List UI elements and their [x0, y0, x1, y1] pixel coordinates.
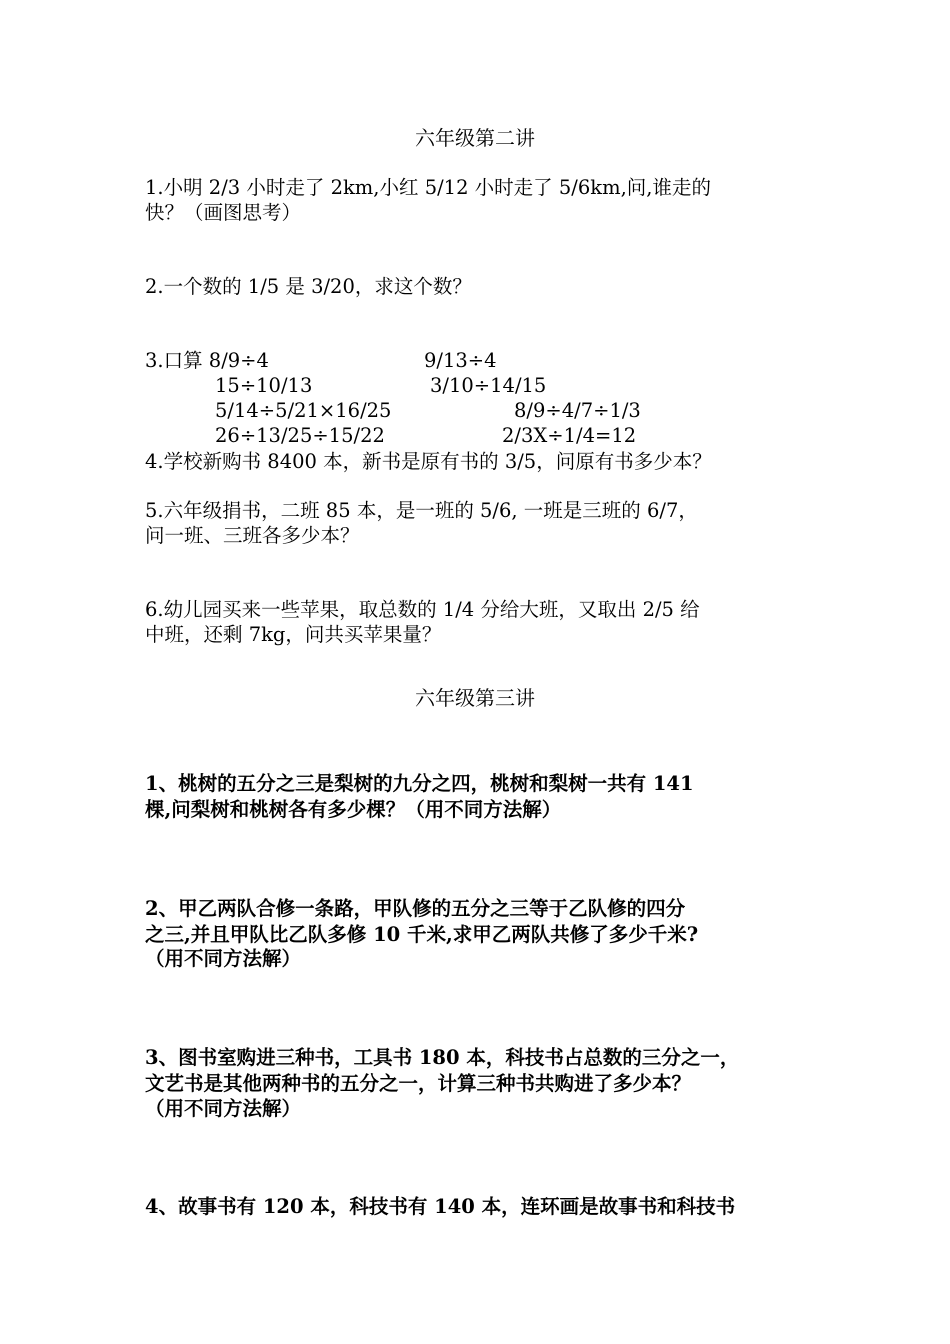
l3-q3-line1: 3、图书室购进三种书，工具书 180 本，科技书占总数的三分之一， [145, 1046, 740, 1069]
l3-q4-line1: 4、故事书有 120 本，科技书有 140 本，连环画是故事书和科技书 [145, 1195, 736, 1218]
l2-q3-item-1: 9/13÷4 [424, 349, 497, 372]
l2-q3-item-2: 15÷10/13 [215, 374, 313, 397]
l2-q3-item-6: 26÷13/25÷15/22 [215, 424, 385, 447]
l2-q6-line2: 中班，还剩 7kg，问共买苹果量？ [145, 623, 442, 646]
l2-q2-line1: 2.一个数的 1/5 是 3/20，求这个数？ [145, 275, 472, 298]
l2-q1-line2: 快？（画图思考） [145, 201, 302, 224]
l3-q3-line2: 文艺书是其他两种书的五分之一，计算三种书共购进了多少本？ [145, 1072, 692, 1095]
l3-q1-line1: 1、桃树的五分之三是梨树的九分之四，桃树和梨树一共有 141 [145, 772, 694, 795]
l2-q4-line1: 4.学校新购书 8400 本，新书是原有书的 3/5，问原有书多少本？ [145, 450, 712, 473]
l2-q3-item-7: 2/3X÷1/4=12 [502, 424, 637, 447]
l3-q1-line2: 棵,问梨树和桃树各有多少棵？（用不同方法解） [145, 798, 562, 821]
l3-q2-line1: 2、甲乙两队合修一条路，甲队修的五分之三等于乙队修的四分 [145, 897, 686, 920]
l2-q3-item-3: 3/10÷14/15 [430, 374, 547, 397]
l2-q3-item-4: 5/14÷5/21×16/25 [215, 399, 392, 422]
l2-q3-label: 3.口算 8/9÷4 [145, 349, 269, 372]
l3-q3-line3: （用不同方法解） [145, 1097, 302, 1120]
l2-q1-line1: 1.小明 2/3 小时走了 2km,小红 5/12 小时走了 5/6km,问,谁走的 [145, 176, 711, 199]
lecture3-title: 六年级第三讲 [415, 686, 535, 710]
l3-q2-line3: （用不同方法解） [145, 947, 302, 970]
l3-q2-line2: 之三,并且甲队比乙队多修 10 千米,求甲乙两队共修了多少千米? [145, 923, 699, 946]
l2-q3-item-5: 8/9÷4/7÷1/3 [514, 399, 641, 422]
lecture2-title: 六年级第二讲 [415, 126, 535, 150]
l2-q6-line1: 6.幼儿园买来一些苹果，取总数的 1/4 分给大班，又取出 2/5 给 [145, 598, 700, 621]
l2-q5-line2: 问一班、三班各多少本？ [145, 524, 360, 547]
l2-q5-line1: 5.六年级捐书，二班 85 本，是一班的 5/6, 一班是三班的 6/7， [145, 499, 698, 522]
